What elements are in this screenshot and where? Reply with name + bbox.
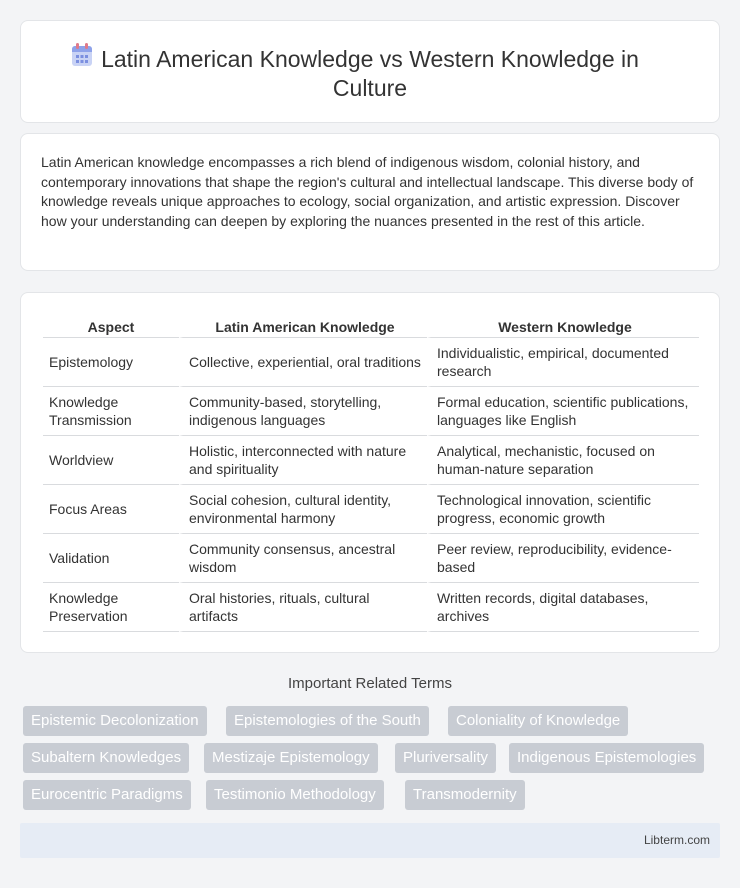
comparison-table [43, 316, 699, 632]
tag-indigenous-epistemologies[interactable]: Indigenous Epistemologies [509, 743, 704, 773]
tag-eurocentric-paradigms[interactable]: Eurocentric Paradigms [23, 780, 191, 810]
table-cell: Individualistic, empirical, documented research [427, 338, 699, 387]
column-header-latin-american: Latin American Knowledge [179, 316, 427, 338]
tag-pluriversality[interactable]: Pluriversality [395, 743, 496, 773]
table-row [43, 338, 699, 387]
table-row [43, 534, 699, 583]
table-cell: Analytical, mechanistic, focused on human-nature separation [427, 436, 699, 485]
intro-paragraph: Latin American knowledge encompasses a rich blend of indigenous wisdom, colonial history, and contemporary innovations that shape the region's cultural and intellectual landscape. This diverse body of knowledge reveals unique approaches to ecology, social organization, and artistic expression. Discover how your understanding can deepen by exploring the nuances presented in the rest of this article. [41, 154, 694, 229]
table-cell: Knowledge Preservation [43, 583, 179, 632]
page-title: Latin American Knowledge vs Western Knowledge in Culture [101, 46, 639, 101]
column-header-western: Western Knowledge [427, 316, 699, 338]
table-cell: Oral histories, rituals, cultural artifacts [179, 583, 427, 632]
footer-site-link[interactable]: Libterm.com [643, 833, 710, 847]
table-row [43, 387, 699, 436]
header-card [20, 20, 720, 123]
tag-epistemologies-of-the-south[interactable]: Epistemologies of the South [226, 706, 429, 736]
tag-transmodernity[interactable]: Transmodernity [405, 780, 525, 810]
comparison-card [20, 292, 720, 653]
tag-mestizaje-epistemology[interactable]: Mestizaje Epistemology [204, 743, 378, 773]
tag-testimonio-methodology[interactable]: Testimonio Methodology [206, 780, 384, 810]
table-cell: Written records, digital databases, archives [427, 583, 699, 632]
table-cell: Peer review, reproducibility, evidence-based [427, 534, 699, 583]
table-row [43, 436, 699, 485]
table-header-row [43, 316, 699, 338]
table-cell: Worldview [43, 436, 179, 485]
tag-epistemic-decolonization[interactable]: Epistemic Decolonization [23, 706, 207, 736]
table-cell: Formal education, scientific publications, languages like English [427, 387, 699, 436]
table-cell: Holistic, interconnected with nature and spirituality [179, 436, 427, 485]
table-cell: Validation [43, 534, 179, 583]
table-cell: Epistemology [43, 338, 179, 387]
table-row [43, 583, 699, 632]
table-cell: Collective, experiential, oral traditions [179, 338, 427, 387]
table-cell: Community consensus, ancestral wisdom [179, 534, 427, 583]
table-row [43, 485, 699, 534]
intro-card [20, 133, 720, 271]
footer [20, 823, 720, 858]
tag-subaltern-knowledges[interactable]: Subaltern Knowledges [23, 743, 189, 773]
table-cell: Technological innovation, scientific progress, economic growth [427, 485, 699, 534]
table-cell: Community-based, storytelling, indigenous languages [179, 387, 427, 436]
tag-coloniality-of-knowledge[interactable]: Coloniality of Knowledge [448, 706, 628, 736]
table-cell: Knowledge Transmission [43, 387, 179, 436]
related-terms-heading: Important Related Terms [288, 675, 452, 692]
table-cell: Focus Areas [43, 485, 179, 534]
column-header-aspect: Aspect [43, 316, 179, 338]
table-cell: Social cohesion, cultural identity, environmental harmony [179, 485, 427, 534]
